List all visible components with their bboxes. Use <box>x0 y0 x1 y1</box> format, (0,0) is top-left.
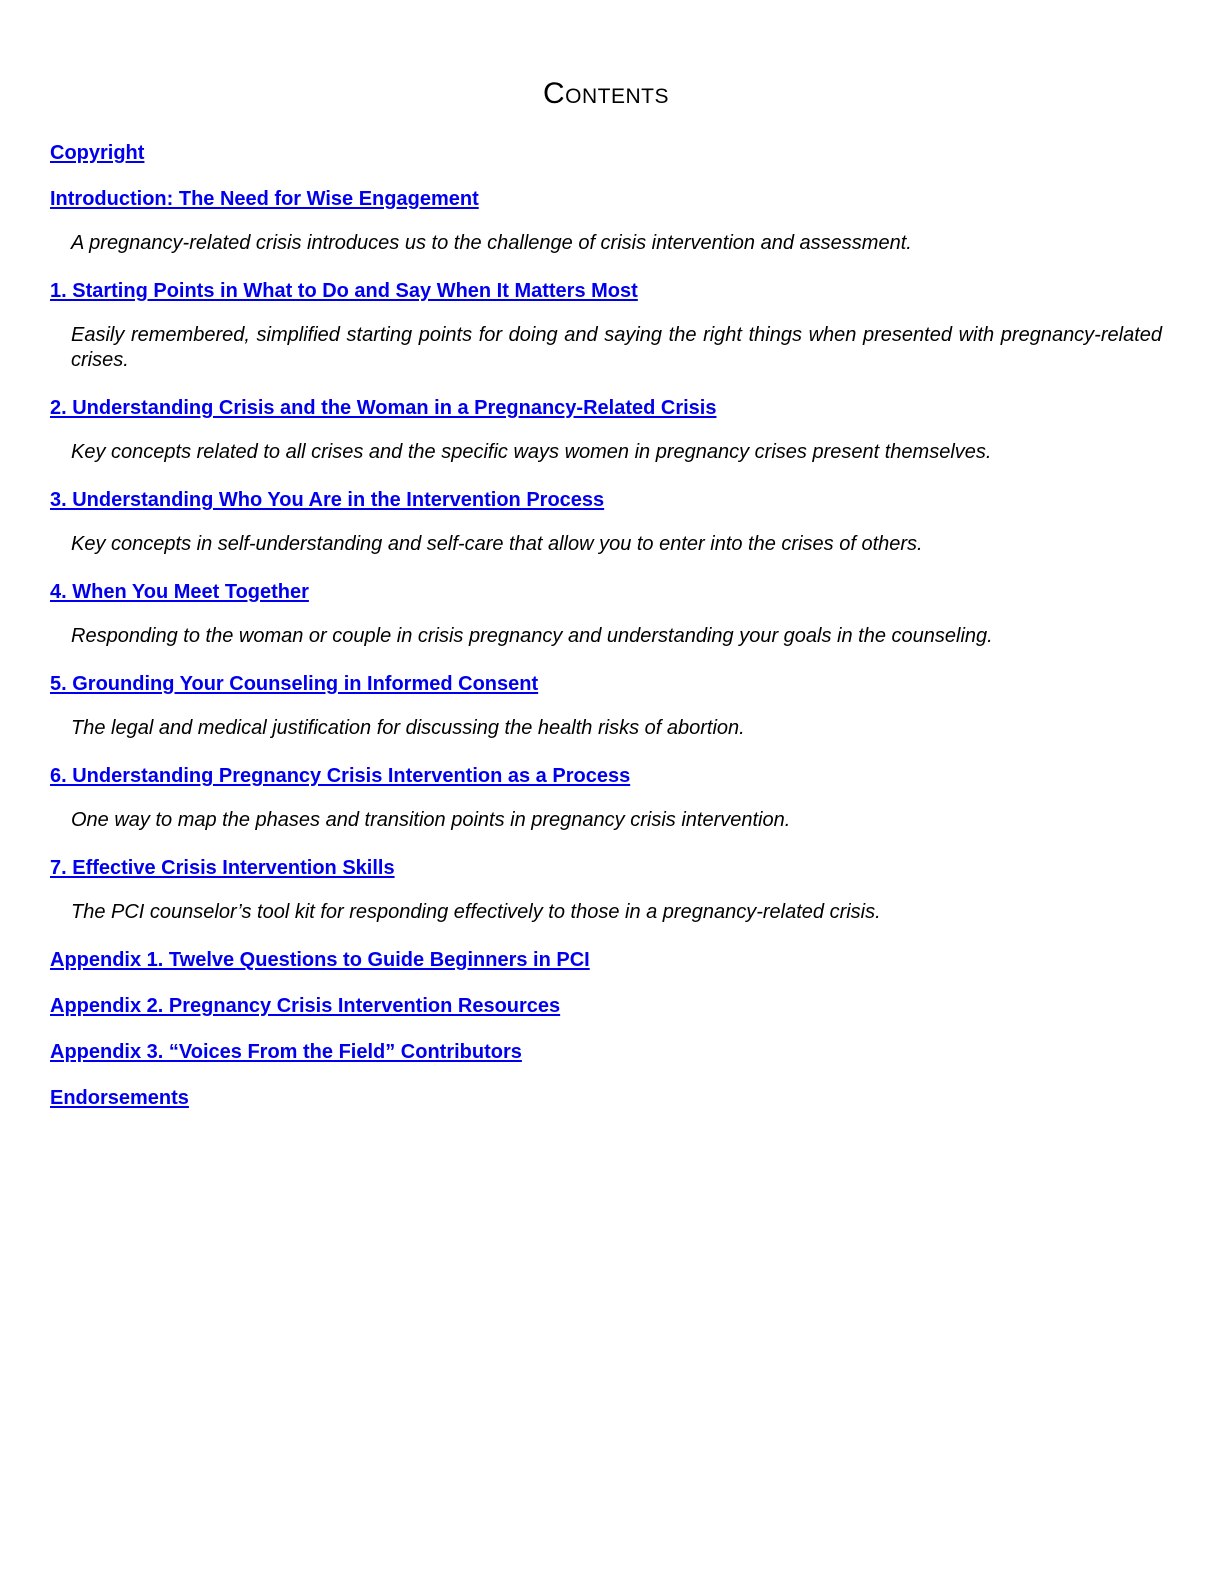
toc-description-chapter-3: Key concepts in self-understanding and self-care that allow you to enter into the crises of others. <box>71 533 923 555</box>
toc-description-chapter-5: The legal and medical justification for discussing the health risks of abortion. <box>71 717 745 739</box>
toc-description-chapter-7: The PCI counselor’s tool kit for responding effectively to those in a pregnancy-related crisis. <box>71 901 881 923</box>
toc-description-introduction: A pregnancy-related crisis introduces us to the challenge of crisis intervention and assessment. <box>71 232 912 254</box>
toc-link-chapter-5[interactable]: 5. Grounding Your Counseling in Informed Consent <box>50 673 539 695</box>
toc-description-chapter-4: Responding to the woman or couple in crisis pregnancy and understanding your goals in the counseling. <box>71 625 993 647</box>
toc-link-chapter-6[interactable]: 6. Understanding Pregnancy Crisis Intervention as a Process <box>50 765 631 787</box>
toc-link-endorsements[interactable]: Endorsements <box>50 1087 189 1109</box>
toc-description-chapter-6: One way to map the phases and transition points in pregnancy crisis intervention. <box>71 809 791 831</box>
toc-link-chapter-4[interactable]: 4. When You Meet Together <box>50 581 309 603</box>
page-title: Contents <box>543 77 669 110</box>
toc-link-chapter-3[interactable]: 3. Understanding Who You Are in the Intervention Process <box>50 489 605 511</box>
toc-link-appendix-1[interactable]: Appendix 1. Twelve Questions to Guide Beginners in PCI <box>50 949 590 971</box>
toc-link-copyright[interactable]: Copyright <box>50 142 145 164</box>
table-of-contents <box>50 138 1162 1129</box>
toc-link-chapter-7[interactable]: 7. Effective Crisis Intervention Skills <box>50 857 395 879</box>
toc-link-appendix-2[interactable]: Appendix 2. Pregnancy Crisis Intervention Resources <box>50 995 561 1017</box>
toc-description-chapter-1: Easily remembered, simplified starting points for doing and saying the right things when presented with pregnancy-related crises. <box>71 324 1162 371</box>
toc-link-appendix-3[interactable]: Appendix 3. “Voices From the Field” Contributors <box>50 1041 522 1063</box>
toc-link-chapter-1[interactable]: 1. Starting Points in What to Do and Say When It Matters Most <box>50 280 638 302</box>
toc-link-chapter-2[interactable]: 2. Understanding Crisis and the Woman in a Pregnancy-Related Crisis <box>50 397 717 419</box>
toc-link-introduction[interactable]: Introduction: The Need for Wise Engagement <box>50 188 479 210</box>
toc-description-chapter-2: Key concepts related to all crises and the specific ways women in pregnancy crises present themselves. <box>71 441 992 463</box>
